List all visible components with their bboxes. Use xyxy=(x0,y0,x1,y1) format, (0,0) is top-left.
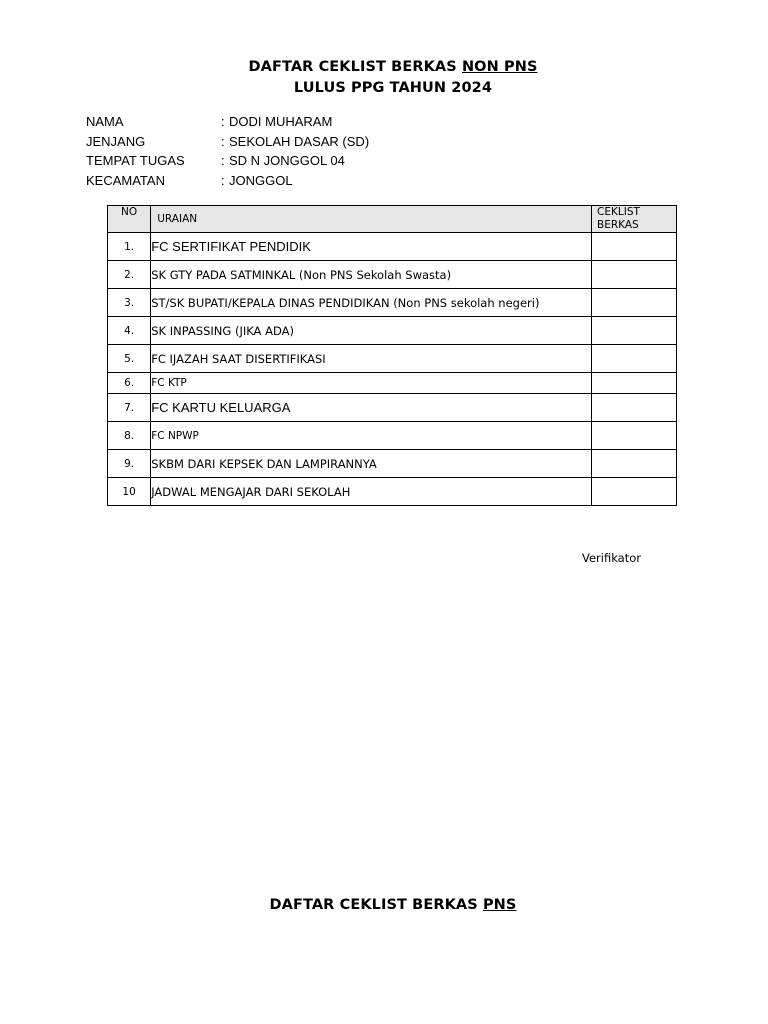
info-separator: : xyxy=(221,153,225,168)
table-row xyxy=(108,478,677,506)
info-row-jenjang xyxy=(86,132,369,152)
table-row xyxy=(108,394,677,422)
row-description: FC KARTU KELUARGA xyxy=(151,394,592,422)
row-description: JADWAL MENGAJAR DARI SEKOLAH xyxy=(151,478,592,506)
info-label: JENJANG xyxy=(86,133,146,149)
section-title-pns xyxy=(0,897,768,913)
row-description: FC IJAZAH SAAT DISERTIFIKASI xyxy=(151,345,592,373)
checklist-cell[interactable] xyxy=(592,289,677,317)
info-value: SD N JONGGOL 04 xyxy=(229,153,345,168)
table-row xyxy=(108,289,677,317)
row-description: FC KTP xyxy=(151,373,592,394)
checklist-cell[interactable] xyxy=(592,345,677,373)
info-value: DODI MUHARAM xyxy=(229,114,333,129)
identity-info xyxy=(86,112,369,190)
row-number: 5. xyxy=(108,345,151,373)
info-row-nama xyxy=(86,112,369,132)
checklist-cell[interactable] xyxy=(592,394,677,422)
row-number: 4. xyxy=(108,317,151,345)
verifikator-label: Verifikator xyxy=(582,551,641,565)
info-separator: : xyxy=(221,172,225,188)
row-number: 7. xyxy=(108,394,151,422)
info-value: SEKOLAH DASAR (SD) xyxy=(229,133,370,149)
header-no: NO xyxy=(108,206,151,233)
info-separator: : xyxy=(221,114,225,129)
table-row xyxy=(108,422,677,450)
info-label: TEMPAT TUGAS xyxy=(86,153,185,168)
table-row xyxy=(108,233,677,261)
title-prefix: DAFTAR CEKLIST BERKAS xyxy=(248,59,462,75)
checklist-cell[interactable] xyxy=(592,478,677,506)
row-description: FC NPWP xyxy=(151,422,592,450)
row-number: 1. xyxy=(108,233,151,261)
table-header-row xyxy=(108,206,677,233)
table-row xyxy=(108,317,677,345)
info-row-tempat-tugas xyxy=(86,151,369,171)
checklist-cell[interactable] xyxy=(592,450,677,478)
checklist-table xyxy=(107,205,677,506)
checklist-cell[interactable] xyxy=(592,317,677,345)
row-description: SK INPASSING (JIKA ADA) xyxy=(151,317,592,345)
row-number: 3. xyxy=(108,289,151,317)
info-row-kecamatan xyxy=(86,171,369,191)
table-row xyxy=(108,373,677,394)
title-underlined-status: NON PNS xyxy=(461,59,538,75)
info-label: NAMA xyxy=(86,114,124,129)
row-description: FC SERTIFIKAT PENDIDIK xyxy=(151,233,592,261)
row-number: 10 xyxy=(108,478,151,506)
header-checklist xyxy=(592,206,677,233)
table-row xyxy=(108,261,677,289)
info-value: JONGGOL xyxy=(229,172,293,188)
row-number: 2. xyxy=(108,261,151,289)
row-description: SK GTY PADA SATMINKAL (Non PNS Sekolah Swasta) xyxy=(151,261,592,289)
checklist-cell[interactable] xyxy=(592,233,677,261)
table-row xyxy=(108,345,677,373)
row-description: ST/SK BUPATI/KEPALA DINAS PENDIDIKAN (Non PNS sekolah negeri) xyxy=(151,289,592,317)
section-title-prefix: DAFTAR CEKLIST BERKAS xyxy=(269,897,483,913)
info-separator: : xyxy=(221,133,225,149)
row-number: 8. xyxy=(108,422,151,450)
checklist-cell[interactable] xyxy=(592,261,677,289)
section-title-underlined: PNS xyxy=(482,897,517,913)
header-uraian: URAIAN xyxy=(151,206,592,233)
header-checklist-line2: BERKAS xyxy=(597,219,639,231)
checklist-cell[interactable] xyxy=(592,373,677,394)
checklist-cell[interactable] xyxy=(592,422,677,450)
document-subtitle: LULUS PPG TAHUN 2024 xyxy=(293,80,493,96)
document-title xyxy=(0,59,768,75)
row-description: SKBM DARI KEPSEK DAN LAMPIRANNYA xyxy=(151,450,592,478)
info-label: KECAMATAN xyxy=(86,172,165,188)
header-checklist-line1: CEKLIST xyxy=(597,206,640,218)
table-row xyxy=(108,450,677,478)
row-number: 6. xyxy=(108,373,151,394)
row-number: 9. xyxy=(108,450,151,478)
